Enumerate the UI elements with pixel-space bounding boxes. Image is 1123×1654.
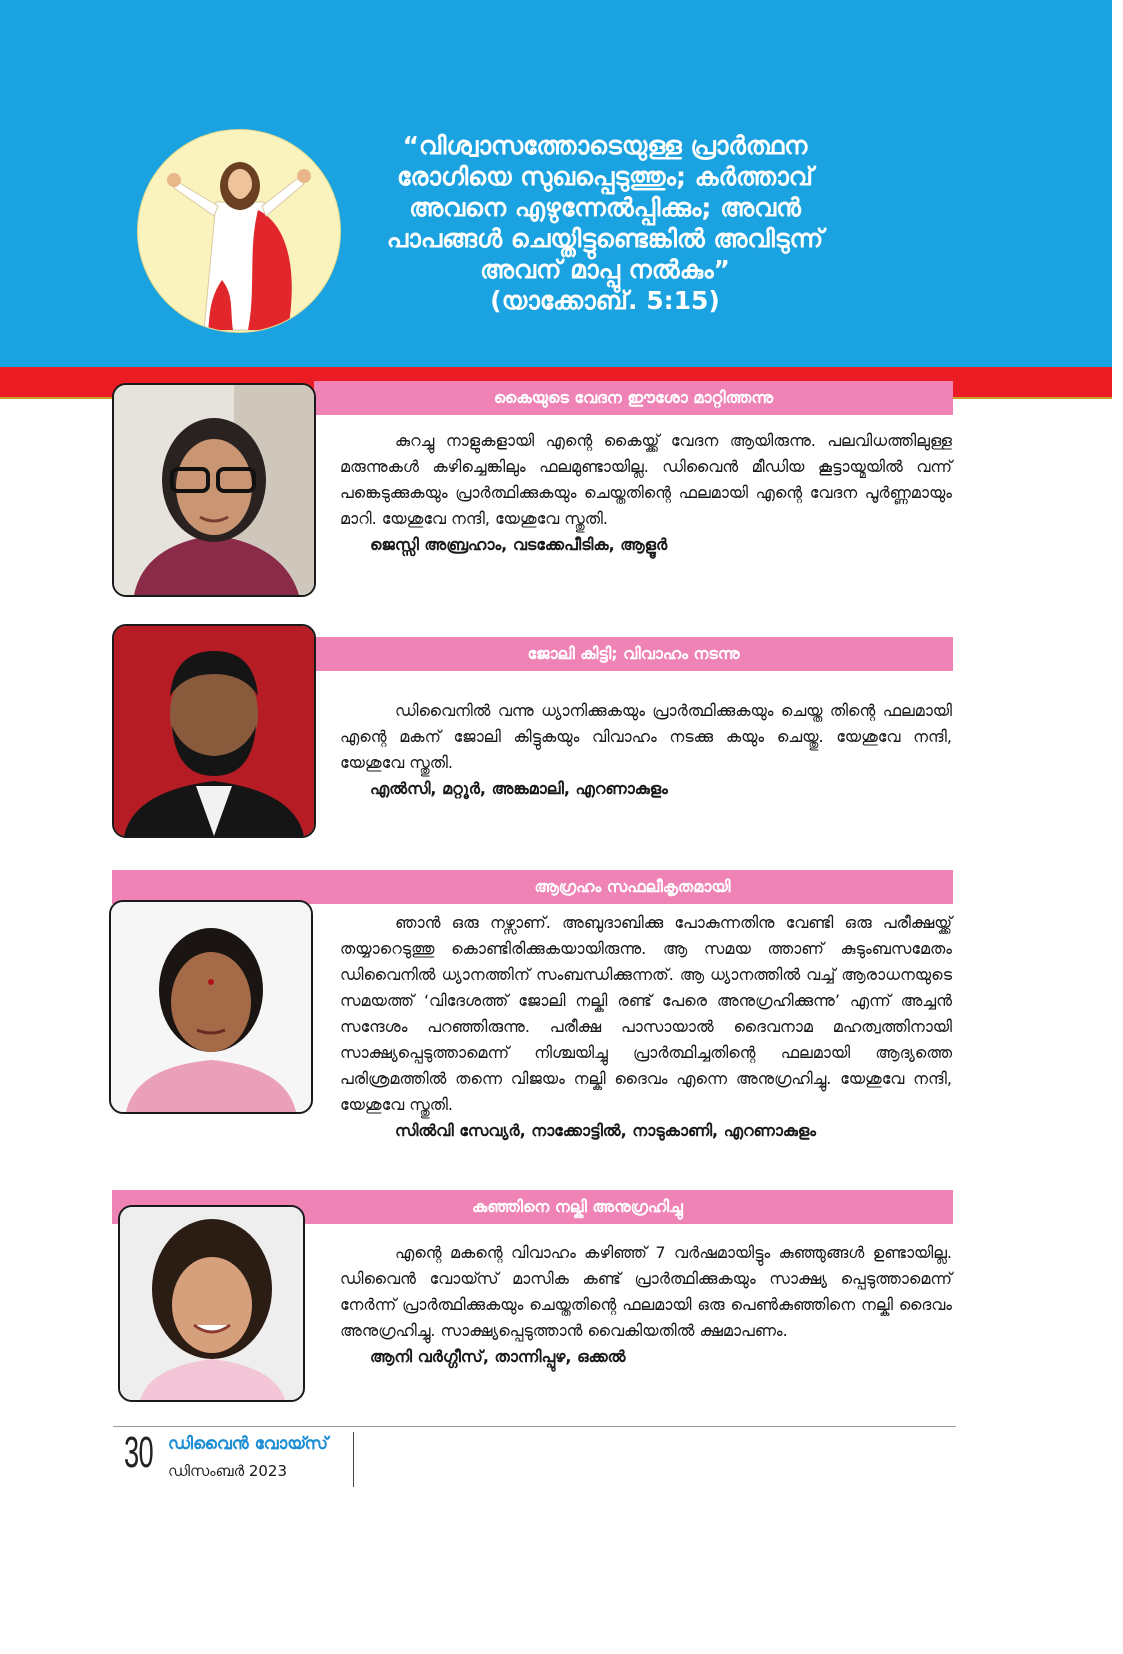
footer-divider: [113, 1426, 956, 1427]
testimony-body: ഡിവൈനിൽ വന്നു ധ്യാനിക്കുകയും പ്രാർത്ഥിക്കുകയും ചെയ്ത തിന്റെ ഫലമായി എന്റെ മകന് ജോലി കിട്ടുകയും വിവാഹം നടക്കു കയും ചെയ്തു. യേശുവേ നന്ദി, യേശുവേ സ്തുതി.: [340, 701, 952, 772]
testimony-signature: ജെസ്സി അബ്രഹാം, വടക്കേപീടിക, ആളൂർ: [370, 535, 668, 554]
testimony-title: ജോലി കിട്ടി; വിവാഹം നടന്നു: [527, 644, 740, 663]
testimony-body: എന്റെ മകന്റെ വിവാഹം കഴിഞ്ഞ് 7 വർഷമായിട്ടും കുഞ്ഞുങ്ങൾ ഉണ്ടായില്ല. ഡിവൈൻ വോയ്സ് മാസിക കണ്ട് പ്രാർത്ഥിക്കുകയും സാക്ഷ്യ പ്പെടുത്താമെന്ന് നേർന്ന് പ്രാർത്ഥിക്കുകയും ചെയ്തതിന്റെ ഫലമായി ഒരു പെൺകുഞ്ഞിനെ നല്കി ദൈവം അനുഗ്രഹിച്ചു. സാക്ഷ്യപ്പെടുത്താൻ വൈകിയതിൽ ക്ഷമാപണം.: [340, 1243, 952, 1340]
issue-date: ഡിസംബർ 2023: [168, 1462, 288, 1480]
testimony-photo-man: [112, 624, 316, 838]
person-portrait-icon: [114, 626, 314, 836]
testimony-title-bar: [314, 637, 953, 671]
testimony-photo-woman: [109, 900, 313, 1114]
testimony-title-bar: [314, 381, 953, 415]
testimony-text-block: [340, 698, 952, 802]
testimony-photo-child: [118, 1205, 305, 1402]
person-portrait-icon: [111, 902, 311, 1112]
testimony-text-block: [340, 428, 952, 558]
jesus-illustration: [137, 129, 341, 333]
testimony-photo-woman: [112, 383, 316, 597]
testimony-signature: എൽസി, മറ്റൂർ, അങ്കമാലി, എറണാകുളം: [370, 779, 668, 798]
testimony-body: ഞാൻ ഒരു നഴ്സാണ്. അബുദാബിക്കു പോകുന്നതിനു വേണ്ടി ഒരു പരീക്ഷയ്ക്ക് തയ്യാറെടുത്തു കൊണ്ടിരിക്കുകയായിരുന്നു. ആ സമയ ത്താണ് കുടുംബസമേതം ഡിവൈനിൽ ധ്യാനത്തിന് സംബന്ധിക്കുന്നത്. ആ ധ്യാനത്തിൽ വച്ച് ആരാധനയുടെ സമയത്ത് ‘വിദേശത്ത് ജോലി നല്കി രണ്ട് പേരെ അനുഗ്രഹിക്കുന്നു’ എന്ന് അച്ചൻ സന്ദേശം പറഞ്ഞിരുന്നു. പരീക്ഷ പാസായാൽ ദൈവനാമ മഹത്വത്തിനായി സാക്ഷ്യപ്പെടുത്താമെന്ന് നിശ്ചയിച്ചു പ്രാർത്ഥിച്ചതിന്റെ ഫലമായി ആദ്യത്തെ പരിശ്രമത്തിൽ തന്നെ വിജയം നല്കി ദൈവം എന്നെ അനുഗ്രഹിച്ചു. യേശുവേ നന്ദി, യേശുവേ സ്തുതി.: [340, 913, 952, 1114]
testimony-title: ആഗ്രഹം സഫലീകൃതമായി: [534, 877, 731, 896]
person-portrait-icon: [120, 1207, 303, 1400]
footer-vertical-rule: [353, 1432, 354, 1487]
testimony-signature: സിൽവി സേവ്യർ, നാക്കോട്ടിൽ, നാടുകാണി, എറണാകുളം: [395, 1121, 816, 1140]
quote-reference: (യാക്കോബ്. 5:15): [490, 286, 720, 315]
quote-line: പാപങ്ങൾ ചെയ്തിട്ടുണ്ടെങ്കിൽ അവിടുന്ന്: [386, 224, 824, 253]
testimony-signature: ആനി വർഗ്ഗീസ്, താന്നിപ്പുഴ, ഒക്കൽ: [370, 1347, 626, 1366]
page-number: 30: [124, 1428, 154, 1477]
quote-line: അവന് മാപ്പു നൽകും”: [480, 255, 730, 284]
quote-line: അവനെ എഴുന്നേൽപ്പിക്കും; അവൻ: [409, 193, 801, 222]
magazine-title: ഡിവൈൻ വോയ്സ്: [168, 1434, 328, 1454]
jesus-figure-icon: [138, 130, 340, 332]
testimony-body: കുറച്ചു നാളുകളായി എന്റെ കൈയ്ക്ക് വേദന ആയിരുന്നു. പലവിധത്തിലുള്ള മരുന്നുകൾ കഴിച്ചെങ്കിലും ഫലമുണ്ടായില്ല. ഡിവൈൻ മീഡിയ കൂട്ടായ്മയിൽ വന്ന് പങ്കെടുക്കുകയും പ്രാർത്ഥിക്കുകയും ചെയ്തതിന്റെ ഫലമായി എന്റെ വേദന പൂർണ്ണമായും മാറി. യേശുവേ നന്ദി, യേശുവേ സ്തുതി.: [340, 431, 952, 528]
testimony-text-block: [340, 910, 952, 1144]
testimony-text-block: [340, 1240, 952, 1370]
testimony-title-bar: [112, 870, 953, 904]
scripture-quote: [355, 130, 855, 316]
person-portrait-icon: [114, 385, 314, 595]
testimony-title: കുഞ്ഞിനെ നല്കി അനുഗ്രഹിച്ചു: [472, 1197, 683, 1216]
quote-line: രോഗിയെ സുഖപ്പെടുത്തും; കർത്താവ്: [397, 162, 813, 191]
testimony-title: കൈയുടെ വേദന ഈശോ മാറ്റിത്തന്നു: [493, 388, 774, 407]
quote-line: “വിശ്വാസത്തോടെയുള്ള പ്രാർത്ഥന: [402, 131, 808, 160]
